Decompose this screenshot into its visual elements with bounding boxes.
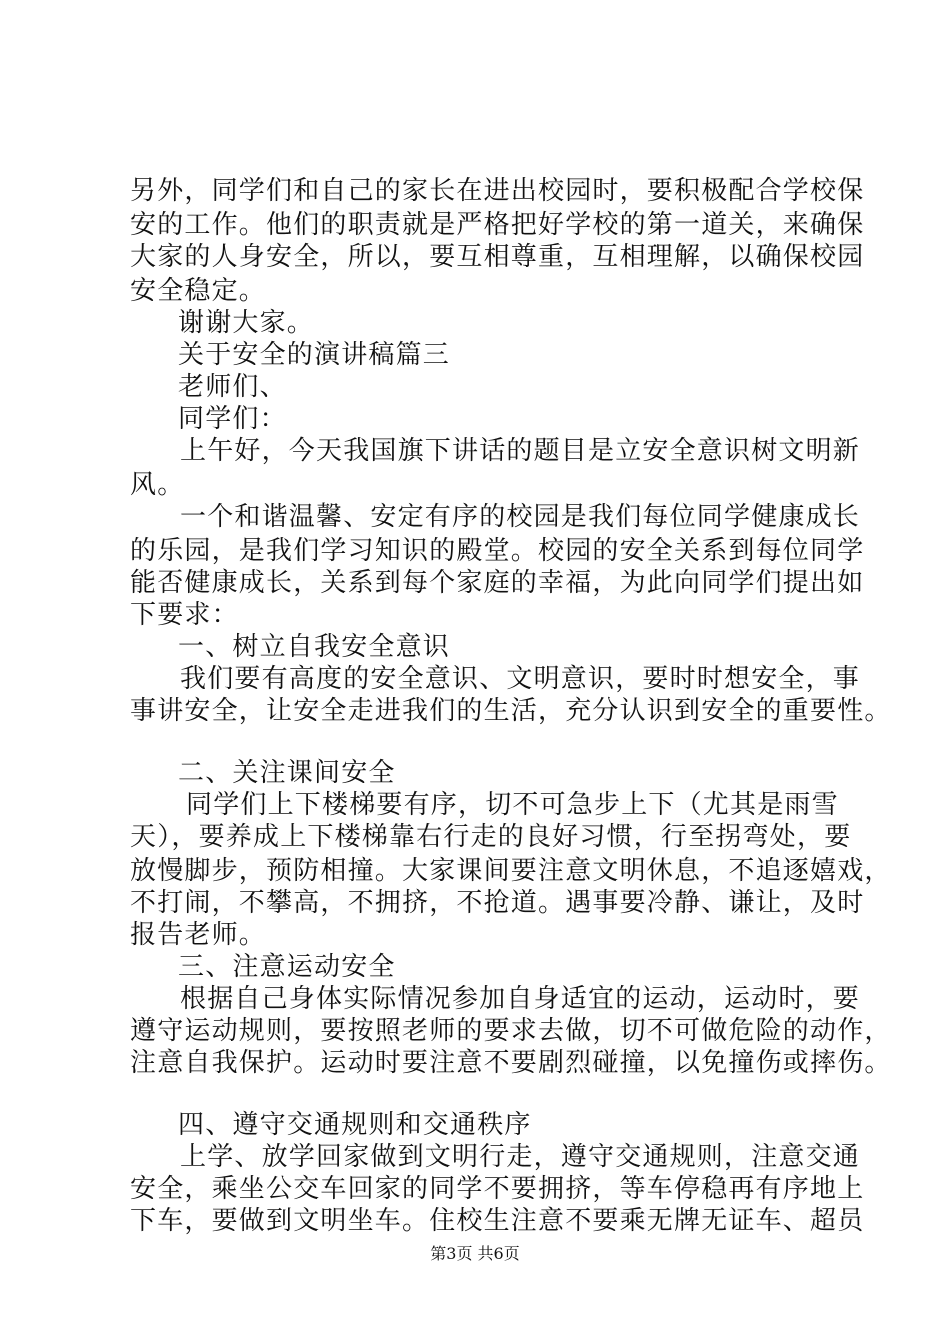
text-line: 事讲安全，让安全走进我们的生活，充分认识到安全的重要性。	[130, 696, 892, 726]
text-line: 下要求：	[130, 600, 239, 630]
subheading: 一、树立自我安全意识	[178, 632, 451, 662]
text-line: 我们要有高度的安全意识、文明意识，要时时想安全，事	[180, 664, 861, 694]
salutation: 同学们：	[178, 404, 287, 434]
text-line: 放慢脚步，预防相撞。大家课间要注意文明休息，不追逐嬉戏，	[130, 856, 892, 886]
text-line: 注意自我保护。运动时要注意不要剧烈碰撞，以免撞伤或摔伤。	[130, 1048, 892, 1078]
text-line: 下车，要做到文明坐车。住校生注意不要乘无牌无证车、超员	[130, 1206, 865, 1236]
text-line: 根据自己身体实际情况参加自身适宜的运动，运动时，要	[180, 984, 861, 1014]
subheading: 四、遵守交通规则和交通秩序	[178, 1110, 532, 1140]
text-line: 的乐园，是我们学习知识的殿堂。校园的安全关系到每位同学	[130, 536, 865, 566]
text-line: 遵守运动规则，要按照老师的要求去做，切不可做危险的动作，	[130, 1016, 892, 1046]
text-line: 能否健康成长，关系到每个家庭的幸福，为此向同学们提出如	[130, 568, 865, 598]
text-line: 天），要养成上下楼梯靠右行走的良好习惯，行至拐弯处，要	[130, 822, 852, 852]
text-line: 另外，同学们和自己的家长在进出校园时，要积极配合学校保	[130, 176, 865, 206]
text-line: 大家的人身安全，所以，要互相尊重，互相理解，以确保校园	[130, 242, 865, 272]
text-line: 安全稳定。	[130, 276, 267, 306]
text-line: 不打闹，不攀高，不拥挤，不抢道。遇事要冷静、谦让，及时	[130, 888, 865, 918]
text-line: 风。	[130, 470, 185, 500]
text-line: 谢谢大家。	[178, 308, 315, 338]
subheading: 二、关注课间安全	[178, 758, 396, 788]
page-number-footer: 第3页 共6页	[430, 1244, 520, 1263]
text-line: 一个和谐温馨、安定有序的校园是我们每位同学健康成长	[180, 502, 861, 532]
text-line: 安的工作。他们的职责就是严格把好学校的第一道关，来确保	[130, 210, 865, 240]
text-line: 安全，乘坐公交车回家的同学不要拥挤，等车停稳再有序地上	[130, 1174, 865, 1204]
salutation: 老师们、	[178, 372, 287, 402]
text-line: 上午好，今天我国旗下讲话的题目是立安全意识树文明新	[180, 436, 861, 466]
section-heading: 关于安全的演讲稿篇三	[178, 340, 451, 370]
subheading: 三、注意运动安全	[178, 952, 396, 982]
text-line: 上学、放学回家做到文明行走，遵守交通规则，注意交通	[180, 1142, 861, 1172]
text-line: 报告老师。	[130, 920, 267, 950]
text-line: 同学们上下楼梯要有序，切不可急步上下（尤其是雨雪	[186, 790, 839, 820]
